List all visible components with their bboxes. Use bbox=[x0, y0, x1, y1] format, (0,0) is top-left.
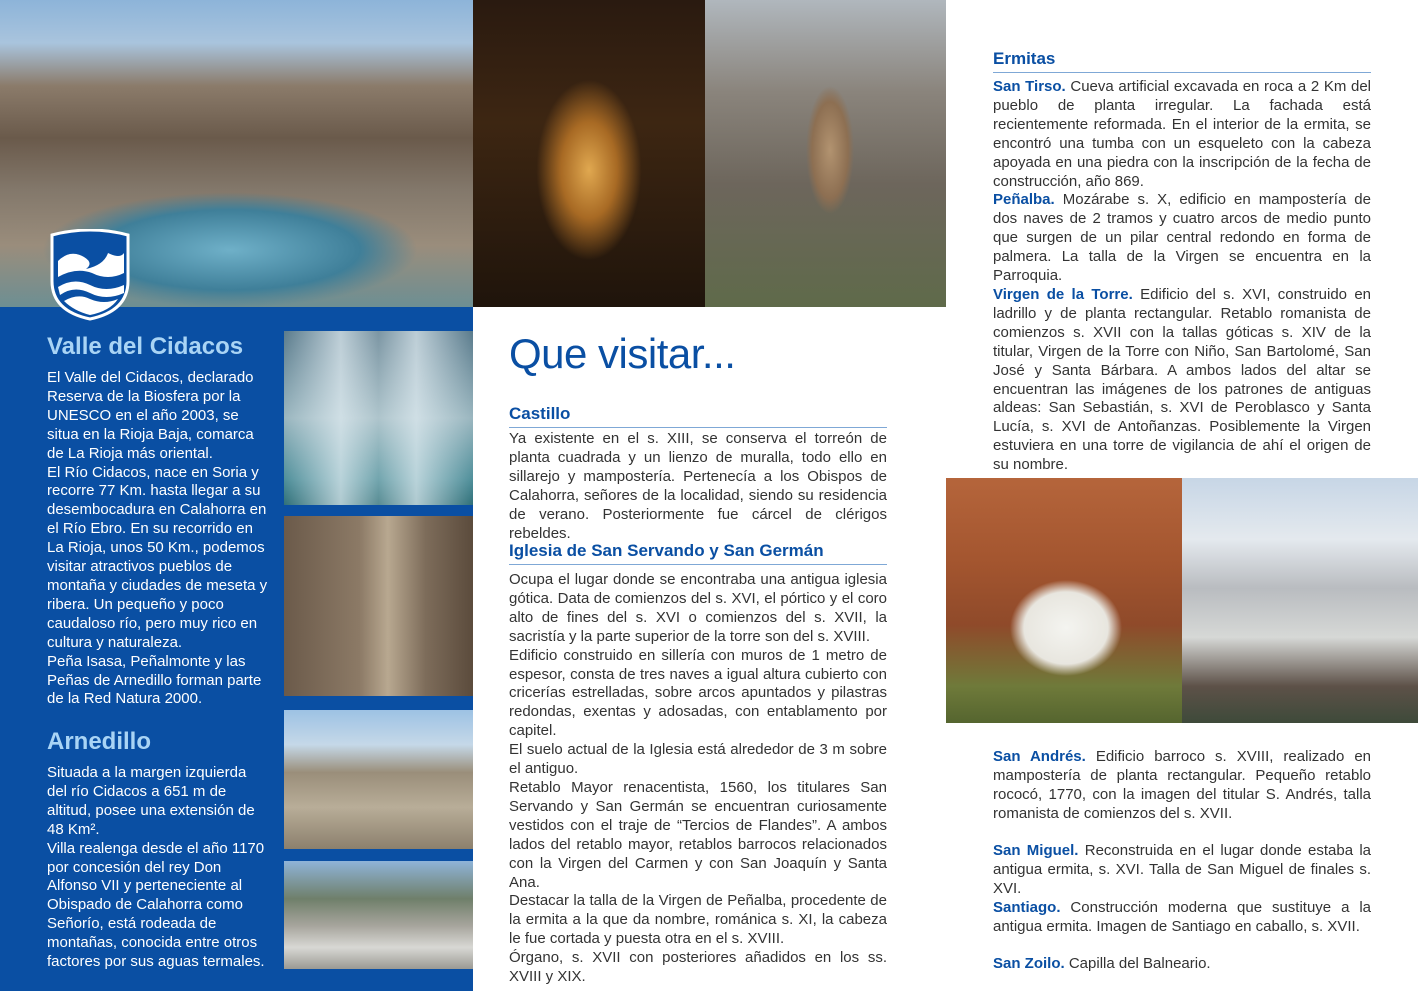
valle-del-cidacos-title: Valle del Cidacos bbox=[47, 333, 244, 360]
ermita-name: Virgen de la Torre. bbox=[993, 286, 1133, 303]
biosphere-logo-icon bbox=[48, 229, 132, 321]
iglesia-heading: Iglesia de San Servando y San Germán bbox=[509, 540, 887, 565]
ermita-description: Edificio barroco s. XVIII, realizado en mampostería de planta rectangular. Pequeño retablo rococó, 1770, con la imagen del titular S. Andrés, talla romanista de comienzos del s. XVII. bbox=[993, 748, 1371, 822]
ermita-san-miguel bbox=[993, 842, 1371, 899]
ermita-description: Construcción moderna que sustituye a la antigua ermita. Imagen de Santiago en caballo, s. XVII. bbox=[993, 899, 1371, 935]
ermita-description: Capilla del Balneario. bbox=[1064, 955, 1211, 972]
rocks-photo bbox=[284, 710, 473, 849]
parking-photo bbox=[284, 861, 473, 969]
ermita-name: Santiago. bbox=[993, 899, 1061, 916]
church-altar-photo bbox=[473, 0, 705, 307]
castle-tower-photo bbox=[705, 0, 946, 307]
ermita-name: San Andrés. bbox=[993, 748, 1086, 765]
ermita-description: Reconstruida en el lugar donde estaba la antigua ermita, s. XVI. Talla de San Miguel de finales s. XVI. bbox=[993, 842, 1371, 897]
ermita-san-zoilo bbox=[993, 955, 1371, 974]
ermita-san-tirso bbox=[993, 78, 1371, 191]
ermita-description: Edificio del s. XVI, construido en ladrillo y de planta rectangular. Retablo romanista de comienzos s. XVII con la tallas góticas s. XIV de la titular, Virgen de la Torre con Niño, San Bartolomé, San José y Santa Bárbara. A ambos lados del altar se encuentran las imágenes de los patrones de antiguas aldeas: San Sebastián, s. XVI de Peroblasco y Santa Lucía, s. XVI de Antoñanzas. Posiblemente la Virgen estuviera en una torre de vigilancia de ahí el origen de su nombre. bbox=[993, 286, 1372, 474]
page-title: Que visitar... bbox=[509, 330, 736, 377]
ermita-description: Mozárabe s. X, edificio en mampostería de dos naves de 2 tramos y cuatro arcos de medio punto que surgen de un pilar central redondo en forma de palmera. La talla de la Virgen se encuentra en la Parroquia. bbox=[993, 191, 1371, 284]
arnedillo-text: Situada a la margen izquierda del río Cidacos a 651 m de altitud, posee una extensión de 48 Km². Villa realenga desde el año 1170 por concesión del rey Don Alfonso VII y perteneciente al Obispado de Calahorra como Señorío, está rodeada de montañas, conocida entre otros factores por sus aguas termales. bbox=[47, 764, 265, 971]
ermita-santiago bbox=[993, 899, 1371, 937]
ermita-virgen-de-la-torre bbox=[993, 286, 1371, 475]
ermita-name: San Miguel. bbox=[993, 842, 1079, 859]
snowy-town-photo bbox=[1182, 478, 1418, 723]
ermita-name: Peñalba. bbox=[993, 191, 1055, 208]
ermita-name: San Zoilo. bbox=[993, 955, 1065, 972]
ermitas-heading: Ermitas bbox=[993, 48, 1371, 73]
castillo-text: Ya existente en el s. XIII, se conserva el torreón de planta cuadrada y un lienzo de muralla, todo ello en sillarejo y mampostería. Pertenecía a los Obispos de Calahorra, señores de la localidad, siendo su residencia de verano. Posteriormente fue cárcel de clérigos rebeldes. bbox=[509, 430, 887, 542]
castillo-heading: Castillo bbox=[509, 403, 887, 428]
ermita-description: Cueva artificial excavada en roca a 2 Km del pueblo de planta irregular. La fachada está recientemente reformada. En el interior de la ermita, se encontró una tumba con un esqueleto con la cabeza apoyada en una piedra con la inscripción de la fecha de construcción, año 869. bbox=[993, 78, 1371, 190]
arnedillo-title: Arnedillo bbox=[47, 728, 152, 755]
ermita-san-andres bbox=[993, 748, 1371, 824]
ermita-penalba bbox=[993, 191, 1371, 286]
iglesia-text: Ocupa el lugar donde se encontraba una antigua iglesia gótica. Data de comienzos del s. XVI, el pórtico y el coro alto de fines del s. XVI o comienzos del s. XVII, la sacristía y la parte superior de la torre son del s. XVIII. Edificio construido en sillería con muros de 1 metro de espesor, consta de tres naves a igual altura cubierto con cricerías estrelladas, sobre arcos apuntados y pilastras redondas, exentas y adosadas, con entablamento por capitel. El suelo actual de la Iglesia está alrededor de 3 m sobre el antiguo. Retablo Mayor renacentista, 1560, los titulares San Servando y San Germán se encuentran curiosamente vestidos con el traje de “Tercios de Flandes”. A ambos lados del retablo mayor, retablos barrocos relacionados con la Virgen del Carmen y con San Joaquín y Santa Ana. Destacar la talla de la Virgen de Peñalba, procedente de la ermita a la que da nombre, románica s. XI, la cabeza le fue cortada y puesta otra en el s. XVIII. Órgano, s. XVII con posteriores añadidos en los ss. XVIII y XIX. bbox=[509, 571, 887, 986]
cave-hermitage-photo bbox=[946, 478, 1182, 723]
ermita-name: San Tirso. bbox=[993, 78, 1066, 95]
waterfall-photo bbox=[284, 331, 473, 505]
fountain-photo bbox=[284, 516, 473, 696]
valle-del-cidacos-text: El Valle del Cidacos, declarado Reserva de la Biosfera por la UNESCO en el año 2003, se situa en la Rioja Baja, comarca de La Rioja más oriental. El Río Cidacos, nace en Soria y recorre 77 Km. hasta llegar a su desembocadura en Calahorra en el Río Ebro. En su recorrido en La Rioja, unos 50 Km., podemos visitar atractivos pueblos de montaña y ciudades de meseta y ribera. Un pequeño y poco caudaloso río, pero muy rico en cultura y naturaleza. Peña Isasa, Peñalmonte y las Peñas de Arnedillo forman parte de la Red Natura 2000. bbox=[47, 369, 268, 708]
